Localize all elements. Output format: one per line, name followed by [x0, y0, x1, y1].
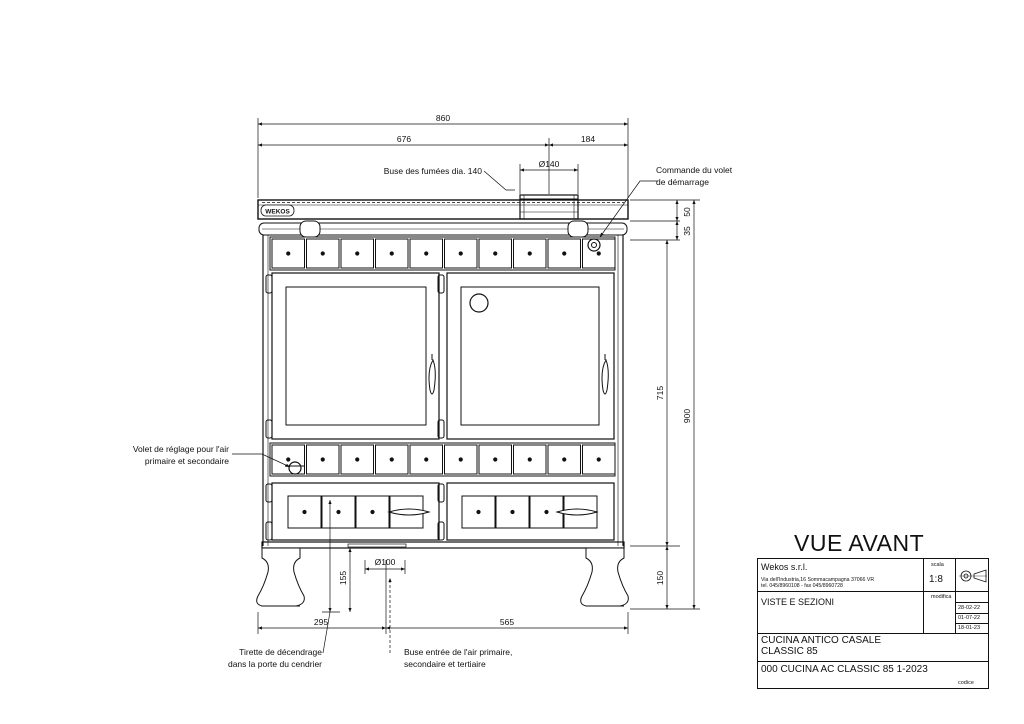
note-air-2: primaire et secondaire [144, 456, 229, 466]
tile-dot [356, 252, 359, 255]
revision-1: 28-02-22 [958, 605, 981, 611]
scale-value: 1:8 [929, 574, 943, 585]
tile-dot [545, 510, 548, 513]
note-damper-2: de démarrage [656, 177, 709, 187]
title-block [757, 558, 989, 689]
dim-bottom-left: 295 [313, 617, 329, 627]
product-name-2: CLASSIC 85 [761, 646, 818, 657]
dim-top-height: 50 [682, 207, 692, 217]
company-name: Wekos s.r.l. [761, 562, 808, 572]
note-inlet-1: Buse entrée de l'air primaire, [404, 647, 513, 657]
lower-tile-row [288, 496, 597, 528]
drawing-code: 000 CUCINA AC CLASSIC 85 1-2023 [761, 664, 928, 675]
note-damper-1: Commande du volet [656, 165, 733, 175]
stove-front-view [257, 195, 629, 606]
note-rod-2: dans la porte du cendrier [227, 659, 322, 669]
product-name-1: CUCINA ANTICO CASALE [761, 635, 882, 646]
dim-body-height: 715 [655, 385, 665, 401]
tile-dot [494, 458, 497, 461]
section-label: VISTE E SEZIONI [761, 597, 835, 607]
tile-dot [425, 252, 428, 255]
note-inlet-2: secondaire et tertiaire [404, 659, 486, 669]
tile-dot [494, 252, 497, 255]
dim-flue-diameter: Ø140 [538, 159, 560, 169]
company-address-1: Via dell'Industria,16 Sommacampagna 37066 VR [761, 577, 875, 583]
tile-dot [459, 252, 462, 255]
dim-total-height: 900 [682, 408, 692, 424]
tile-dot [563, 252, 566, 255]
tile-dot [425, 458, 428, 461]
scale-label: scala [931, 562, 944, 568]
revision-3: 18-01-23 [958, 625, 981, 631]
dim-rail-height: 35 [682, 226, 692, 236]
tile-dot [477, 510, 480, 513]
company-address-2: tel. 045/8960108 - fax 045/8960728 [761, 583, 843, 589]
company-block [761, 562, 874, 589]
dim-bottom-right: 565 [499, 617, 515, 627]
dim-leg-height: 150 [655, 570, 665, 586]
tile-dot [511, 510, 514, 513]
tile-dot [303, 510, 306, 513]
middle-tile-row [272, 445, 615, 474]
tile-dot [321, 252, 324, 255]
tile-dot [337, 510, 340, 513]
upper-tile-row [272, 239, 615, 268]
dim-right-width: 184 [580, 134, 596, 144]
tile-dot [528, 252, 531, 255]
note-flue: Buse des fumées dia. 140 [383, 166, 482, 176]
tile-dot [390, 458, 393, 461]
code-label: codice [958, 680, 974, 686]
dim-total-width: 860 [435, 113, 451, 123]
note-rod-1: Tirette de décendrage [239, 647, 322, 657]
tile-dot [287, 458, 290, 461]
tile-dot [459, 458, 462, 461]
modifica-label: modifica [931, 594, 952, 600]
dim-inlet-diameter: Ø100 [374, 557, 396, 567]
tile-dot [356, 458, 359, 461]
brand-plate: WEKOS [265, 208, 290, 216]
tile-dot [321, 458, 324, 461]
tile-dot [390, 252, 393, 255]
view-title: VUE AVANT [794, 530, 925, 556]
tile-dot [371, 510, 374, 513]
dim-rod-height: 155 [338, 570, 348, 586]
tile-dot [597, 252, 600, 255]
dim-left-width: 676 [396, 134, 412, 144]
tile-dot [563, 458, 566, 461]
tile-dot [597, 458, 600, 461]
projection-symbol-icon [958, 567, 988, 585]
note-air-1: Volet de réglage pour l'air [132, 444, 229, 454]
tile-dot [287, 252, 290, 255]
revision-2: 01-07-22 [958, 615, 981, 621]
tile-dot [528, 458, 531, 461]
